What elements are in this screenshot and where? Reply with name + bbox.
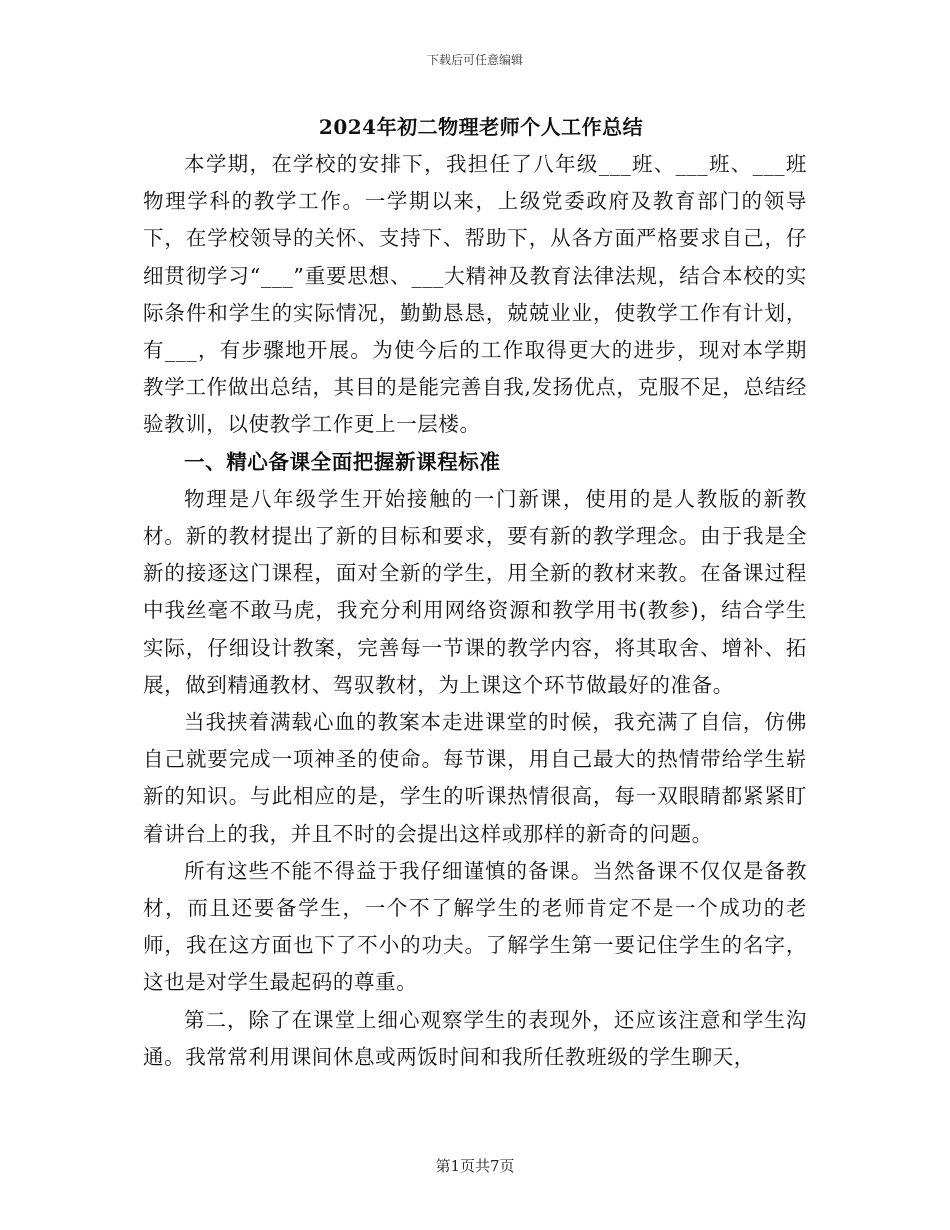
paragraph-lesson-prep: 物理是八年级学生开始接触的一门新课，使用的是人教版的新教材。新的教材提出了新的目标和要求，要有新的教学理念。由于我是全新的接逐这门课程，面对全新的学生，用全新的教材来教。在备课过程中我丝毫不敢马虎，我充分利用网络资源和教学用书(教参)，结合学生实际，仔细设计教案，完善每一节课的教学内容，将其取舍、增补、拓展，做到精通教材、驾驭教材，为上课这个环节做最好的准备。 xyxy=(143,486,807,697)
paragraph-intro: 本学期，在学校的安排下，我担任了八年级___班、___班、___班物理学科的教学工作。一学期以来，上级党委政府及教育部门的领导下，在学校领导的关怀、支持下、帮助下，从各方面严格要求自己，仔细贯彻学习“___”重要思想、___大精神及教育法律法规，结合本校的实际条件和学生的实际情况，勤勤恳恳，兢兢业业，使教学工作有计划，有___，有步骤地开展。为使今后的工作取得更大的进步，现对本学期教学工作做出总结，其目的是能完善自我,发扬优点，克服不足，总结经验教训，以使教学工作更上一层楼。 xyxy=(143,152,807,437)
page-header-note: 下载后可任意编辑 xyxy=(426,53,523,67)
paragraph-classroom: 当我挟着满载心血的教案本走进课堂的时候，我充满了自信，仿佛自己就要完成一项神圣的使命。每节课，用自己最大的热情带给学生崭新的知识。与此相应的是，学生的听课热情很高，每一双眼睛都紧紧盯着讲台上的我，并且不时的会提出这样或那样的新奇的问题。 xyxy=(143,710,807,846)
paragraph-know-students: 所有这些不能不得益于我仔细谨慎的备课。当然备课不仅仅是备教材，而且还要备学生，一个不了解学生的老师肯定不是一个成功的老师，我在这方面也下了不小的功夫。了解学生第一要记住学生的名字，这也是对学生最起码的尊重。 xyxy=(143,858,807,995)
paragraph-communication: 第二，除了在课堂上细心观察学生的表现外，还应该注意和学生沟通。我常常利用课间休息或两饭时间和我所任教班级的学生聊天， xyxy=(143,1007,807,1069)
section-heading-1: 一、精心备课全面把握新课程标准 xyxy=(184,449,501,474)
document-body xyxy=(143,108,807,1076)
document-title: 2024年初二物理老师个人工作总结 xyxy=(318,115,644,139)
page-number: 第1页共7页 xyxy=(435,1157,515,1175)
